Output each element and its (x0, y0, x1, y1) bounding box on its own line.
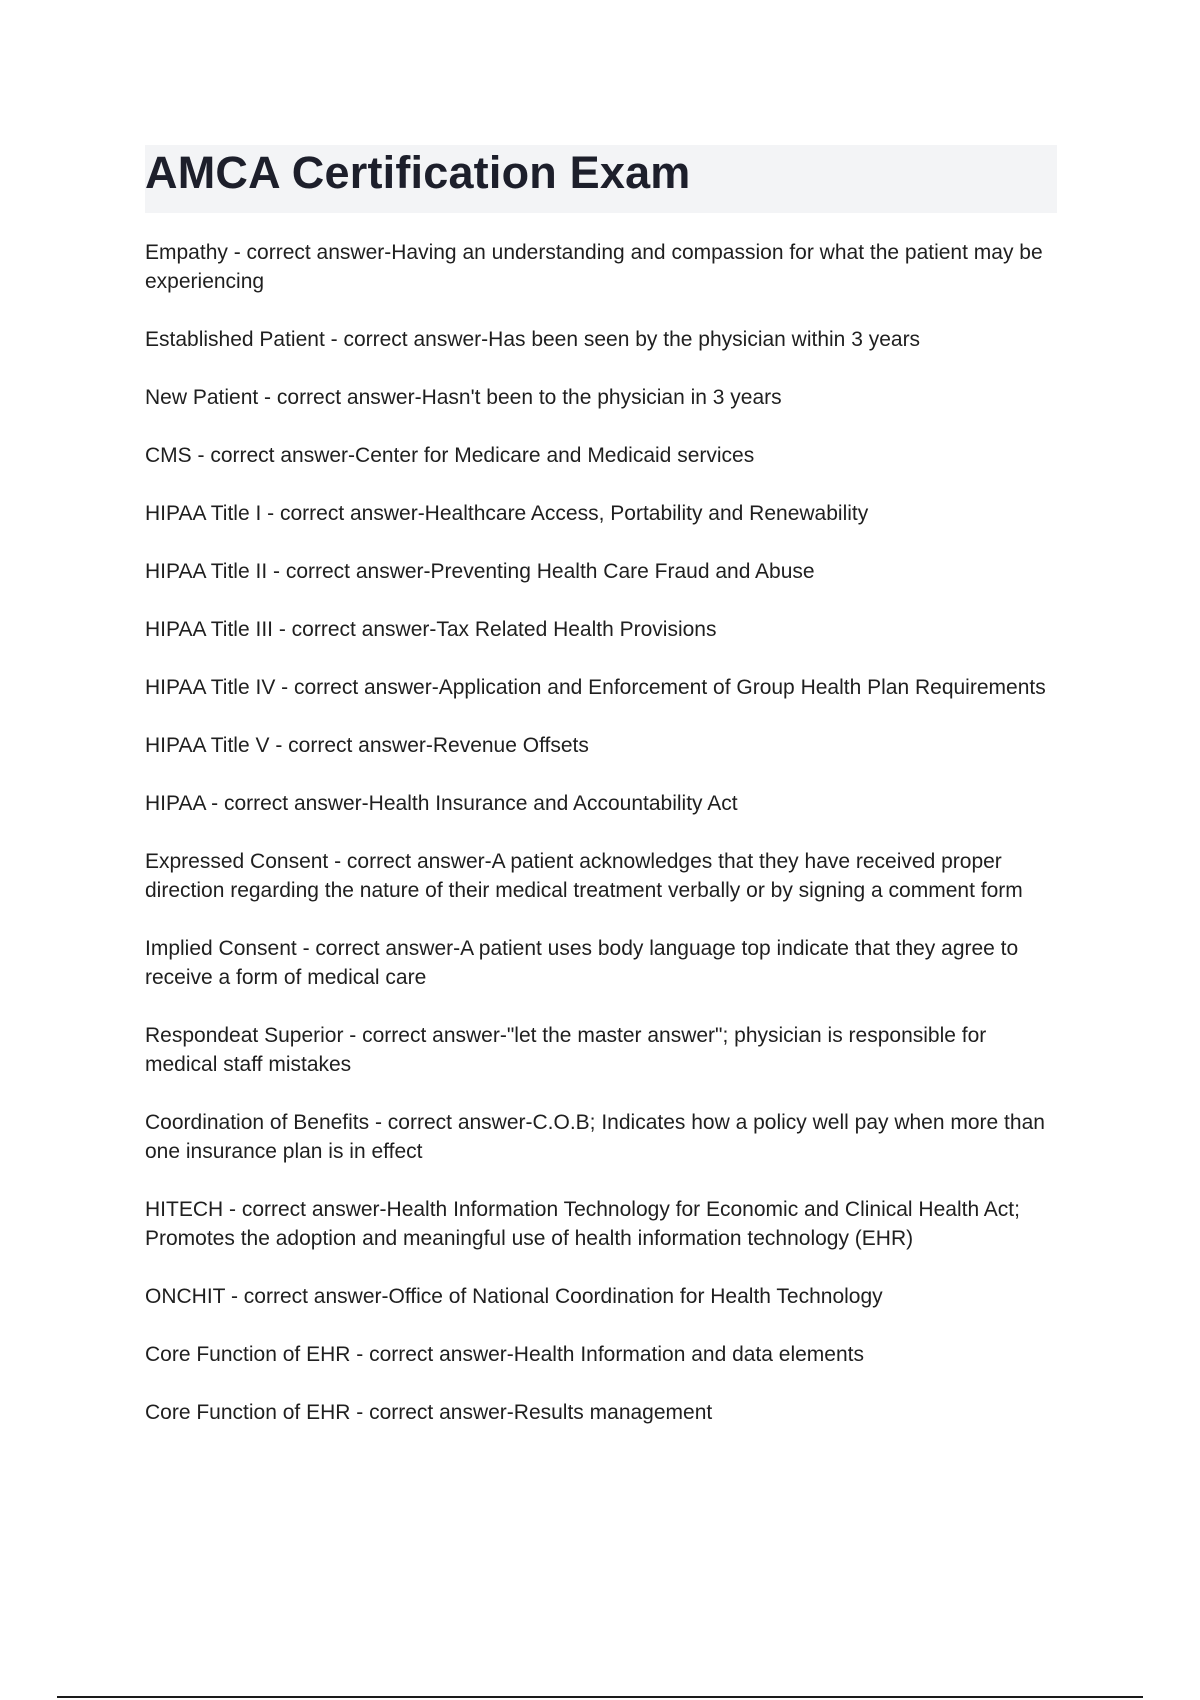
flashcard-entry-expressed-consent: Expressed Consent - correct answer-A patient acknowledges that they have received proper direction regarding the nature of their medical treatment verbally or by signing a comment form (145, 850, 1023, 902)
flashcard-entry-new-patient: New Patient - correct answer-Hasn't been to the physician in 3 years (145, 386, 782, 409)
flashcard-entry-hipaa-title-5: HIPAA Title V - correct answer-Revenue Offsets (145, 734, 589, 757)
flashcard-entry-empathy: Empathy - correct answer-Having an understanding and compassion for what the patient may be experiencing (145, 241, 1043, 293)
flashcard-entry-hipaa-title-3: HIPAA Title III - correct answer-Tax Related Health Provisions (145, 618, 717, 641)
flashcard-entry-ehr-core-function-2: Core Function of EHR - correct answer-Results management (145, 1401, 713, 1424)
flashcard-entry-respondeat-superior: Respondeat Superior - correct answer-"let the master answer"; physician is responsible for medical staff mistakes (145, 1024, 987, 1076)
flashcard-entry-hitech: HITECH - correct answer-Health Information Technology for Economic and Clinical Health Act; Promotes the adoption and meaningful use of health information technology (EHR) (145, 1198, 1020, 1250)
flashcard-entry-hipaa-title-2: HIPAA Title II - correct answer-Preventing Health Care Fraud and Abuse (145, 560, 815, 583)
flashcard-entry-onchit: ONCHIT - correct answer-Office of National Coordination for Health Technology (145, 1285, 883, 1308)
footer-divider (57, 1696, 1143, 1698)
title-banner (145, 145, 1057, 213)
page-title: AMCA Certification Exam (145, 147, 691, 198)
flashcard-entry-implied-consent: Implied Consent - correct answer-A patient uses body language top indicate that they agree to receive a form of medical care (145, 937, 1019, 989)
flashcard-entry-established-patient: Established Patient - correct answer-Has been seen by the physician within 3 years (145, 328, 921, 351)
flashcard-entry-hipaa-title-1: HIPAA Title I - correct answer-Healthcare Access, Portability and Renewability (145, 502, 869, 525)
flashcard-entry-cms: CMS - correct answer-Center for Medicare and Medicaid services (145, 444, 755, 467)
flashcard-entry-hipaa: HIPAA - correct answer-Health Insurance and Accountability Act (145, 792, 738, 815)
flashcard-entry-hipaa-title-4: HIPAA Title IV - correct answer-Application and Enforcement of Group Health Plan Requirements (145, 676, 1046, 699)
flashcard-entry-ehr-core-function-1: Core Function of EHR - correct answer-Health Information and data elements (145, 1343, 864, 1366)
flashcard-list (145, 238, 1057, 1456)
flashcard-entry-coordination-of-benefits: Coordination of Benefits - correct answer-C.O.B; Indicates how a policy well pay when more than one insurance plan is in effect (145, 1111, 1045, 1163)
